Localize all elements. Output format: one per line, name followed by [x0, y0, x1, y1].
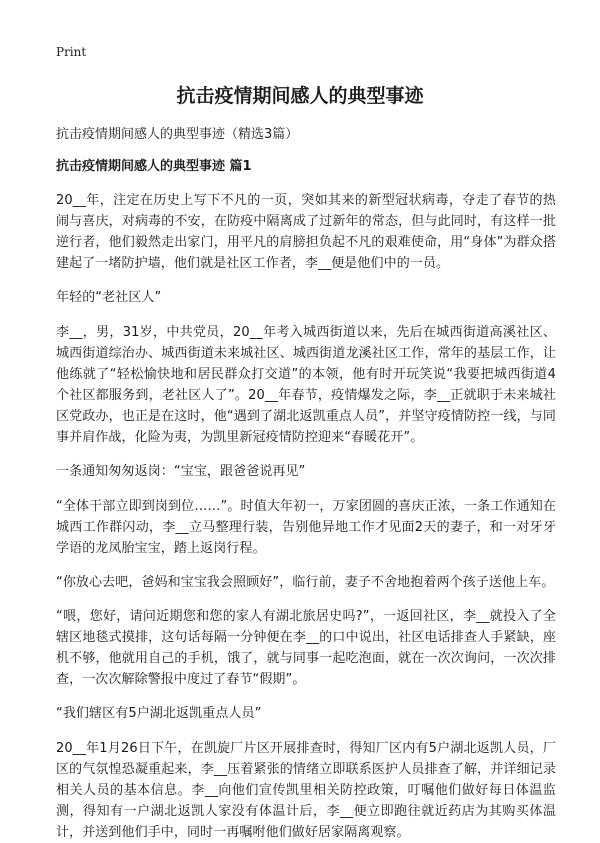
paragraph: “全体干部立即到岗到位……”。时值大年初一，万家团圆的喜庆正浓，一条工作通知在城西工作群闪动，李__立马整理行装，告别他异地工作才见面2天的妻子，和一对牙牙学语的龙凤胎宝宝，踏上返岗行程。 — [56, 499, 556, 556]
paragraph: 李__，男，31岁，中共党员，20__年考入城西街道以来，先后在城西街道高溪社区、城西街道综治办、城西街道未来城社区、城西街道龙溪社区工作，常年的基层工作，让他练就了“轻松愉快地和居民群众打交道”的本领，他有时开玩笑说“我要把城西街道4个社区都服务到，老社区人了”。20__年春节，疫情爆发之际，李__正就职于未来城社区党政办，也正是在这时，他“遇到了湖北返凯重点人员”，并坚守疫情防控一线，与同事并肩作战，化险为夷，为凯里新冠疫情防控迎来“春暖花开”。 — [56, 325, 556, 445]
paragraph: “喂，您好，请问近期您和您的家人有湖北旅居史吗?”，一返回社区，李__就投入了全辖区地毯式摸排，这句话每隔一分钟便在李__的口中说出，社区电话排查人手紧缺，座机不够，他就用自己的手机，饿了，就与同事一起吃泡面，就在一次次询问，一次次排查，一次次解除警报中度过了春节“假期”。 — [56, 609, 556, 687]
paragraph: “你放心去吧，爸妈和宝宝我会照顾好”，临行前，妻子不舍地抱着两个孩子送他上车。 — [56, 575, 555, 590]
page-title: 抗击疫情期间感人的典型事迹 — [176, 85, 424, 107]
paragraph: 一条通知匆匆返岗：“宝宝，跟爸爸说再见” — [56, 464, 306, 479]
print-link[interactable]: Print — [56, 45, 87, 59]
paragraph: 20__年，注定在历史上写下不凡的一页，突如其来的新型冠状病毒，夺走了春节的热闹与喜庆，对病毒的不安，在防疫中隔离成了过新年的常态，但与此同时，有这样一批逆行者，他们毅然走出家门，用平凡的肩膀担负起不凡的艰难使命，用“身体”为群众搭建起了一堵防护墙，他们就是社区工作者，李__便是他们中的一员。 — [56, 193, 556, 271]
paragraph: 20__年1月26日下午，在凯旋厂片区开展排查时，得知厂区内有5户湖北返凯人员，厂区的气氛惶恐凝重起来，李__压着紧张的情绪立即联系医护人员排查了解，并详细记录相关人员的基本信息。李__向他们宣传凯里相关防控政策，叮嘱他们做好每日体温监测，得知有一户湖北返凯人家没有体温计后，李__便立即跑往就近药店为其购买体温计，并送到他们手中，同时一再嘱咐他们做好居家隔离观察。 — [56, 741, 556, 840]
section-heading: 抗击疫情期间感人的典型事迹 篇1 — [56, 159, 252, 174]
document-subtitle: 抗击疫情期间感人的典型事迹（精选3篇） — [56, 127, 299, 142]
paragraph: 年轻的“老社区人” — [56, 290, 162, 305]
paragraph: “我们辖区有5户湖北返凯重点人员” — [56, 706, 262, 721]
